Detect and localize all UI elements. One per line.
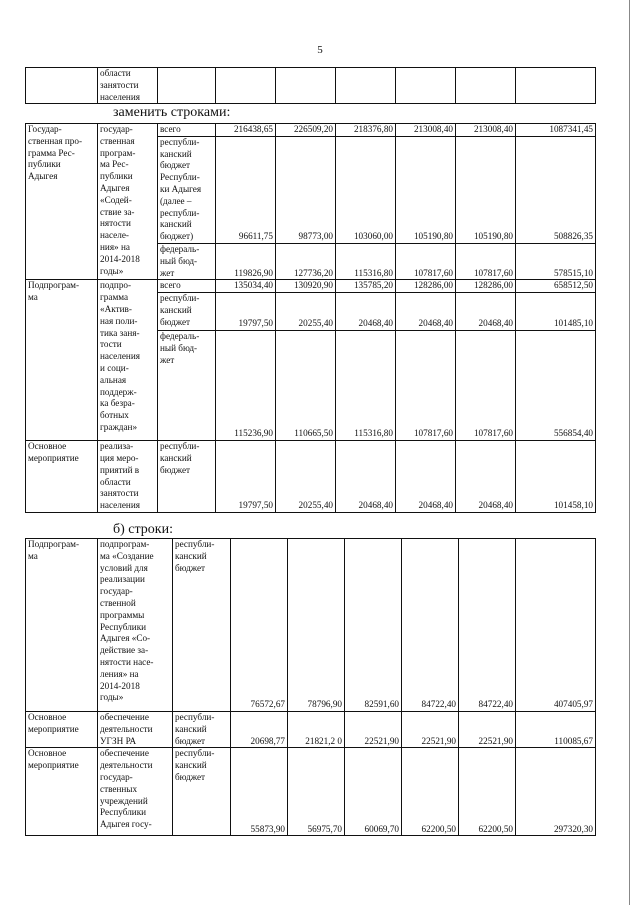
value-cell: 658512,50 xyxy=(516,280,596,293)
value-cell: 82591,60 xyxy=(345,539,402,712)
value-cell: 22521,90 xyxy=(345,712,402,748)
program-type-cell: Подпрограм- ма xyxy=(26,539,98,712)
value-cell: 22521,90 xyxy=(402,712,459,748)
funding-source-cell: республи- канский бюджет xyxy=(173,748,231,836)
program-name-cell: обеспечение деятельности УГЗН РА xyxy=(98,712,173,748)
table-row xyxy=(26,712,596,748)
program-name-cell: реализа- ция меро- приятий в области занятости населения xyxy=(98,441,158,513)
table-row xyxy=(26,748,596,836)
empty-cell xyxy=(26,68,98,104)
value-cell: 115316,80 xyxy=(336,243,396,279)
empty-cell xyxy=(158,68,216,104)
value-cell: 103060,00 xyxy=(336,136,396,243)
value-cell: 226509,20 xyxy=(276,124,336,137)
rows-heading: б) строки: xyxy=(113,522,173,537)
empty-cell xyxy=(396,68,456,104)
value-cell: 107817,60 xyxy=(456,243,516,279)
value-cell: 297320,30 xyxy=(516,748,596,836)
value-cell: 110665,50 xyxy=(276,331,336,441)
replace-heading: заменить строками: xyxy=(113,105,231,120)
value-cell: 20468,40 xyxy=(336,293,396,331)
value-cell: 213008,40 xyxy=(456,124,516,137)
value-cell: 130920,90 xyxy=(276,280,336,293)
value-cell: 135034,40 xyxy=(216,280,276,293)
replacement-table xyxy=(25,123,596,513)
empty-cell xyxy=(216,68,276,104)
value-cell: 508826,35 xyxy=(516,136,596,243)
funding-source-cell: республи- канский бюджет xyxy=(158,441,216,513)
program-name-cell: подпро- грамма «Актив- ная поли- тика заня- тости населения и соци- альная поддерж- ка безра- ботных граждан» xyxy=(98,280,158,441)
value-cell: 22521,90 xyxy=(459,712,516,748)
value-cell: 216438,65 xyxy=(216,124,276,137)
funding-source-cell: федераль- ный бюд- жет xyxy=(158,243,216,279)
value-cell: 101485,10 xyxy=(516,293,596,331)
value-cell: 19797,50 xyxy=(216,441,276,513)
program-type-cell: Основное мероприятие xyxy=(26,748,98,836)
value-cell: 20698,77 xyxy=(231,712,288,748)
fragment-name-cell: области занятости населения xyxy=(98,68,158,104)
value-cell: 55873,90 xyxy=(231,748,288,836)
page-number: 5 xyxy=(317,44,323,56)
value-cell: 105190,80 xyxy=(396,136,456,243)
value-cell: 20468,40 xyxy=(456,293,516,331)
value-cell: 20468,40 xyxy=(396,293,456,331)
value-cell: 213008,40 xyxy=(396,124,456,137)
rows-table xyxy=(25,538,596,836)
value-cell: 556854,40 xyxy=(516,331,596,441)
value-cell: 110085,67 xyxy=(516,712,596,748)
value-cell: 62200,50 xyxy=(459,748,516,836)
value-cell: 128286,00 xyxy=(396,280,456,293)
value-cell: 127736,20 xyxy=(276,243,336,279)
value-cell: 20255,40 xyxy=(276,293,336,331)
table-row xyxy=(26,124,596,137)
funding-source-cell: федераль- ный бюд- жет xyxy=(158,331,216,441)
table-row xyxy=(26,441,596,513)
value-cell: 20468,40 xyxy=(456,441,516,513)
program-name-cell: обеспечение деятельности государ- ственных учреждений Республики Адыгея госу- xyxy=(98,748,173,836)
empty-cell xyxy=(516,68,596,104)
value-cell: 115316,80 xyxy=(336,331,396,441)
value-cell: 56975,70 xyxy=(288,748,345,836)
value-cell: 76572,67 xyxy=(231,539,288,712)
value-cell: 21821,2 0 xyxy=(288,712,345,748)
value-cell: 20468,40 xyxy=(336,441,396,513)
funding-source-cell: республи- канский бюджет Республи- ки Адыгея (далее – республи- канский бюджет) xyxy=(158,136,216,243)
table-row xyxy=(26,280,596,293)
value-cell: 20468,40 xyxy=(396,441,456,513)
value-cell: 107817,60 xyxy=(396,331,456,441)
empty-cell xyxy=(336,68,396,104)
value-cell: 218376,80 xyxy=(336,124,396,137)
value-cell: 60069,70 xyxy=(345,748,402,836)
value-cell: 1087341,45 xyxy=(516,124,596,137)
table-row xyxy=(26,539,596,712)
value-cell: 101458,10 xyxy=(516,441,596,513)
program-type-cell: Подпрограм- ма xyxy=(26,280,98,441)
program-name-cell: государ- ственная програм- ма Рес- публики Адыгея «Содей- ствие за- нятости населе- ния» на 2014-2018 годы» xyxy=(98,124,158,280)
program-type-cell: Государ- ственная про- грамма Рес- публики Адыгея xyxy=(26,124,98,280)
value-cell: 407405,97 xyxy=(516,539,596,712)
funding-source-cell: республи- канский бюджет xyxy=(173,539,231,712)
value-cell: 20255,40 xyxy=(276,441,336,513)
funding-source-cell: республи- канский бюджет xyxy=(173,712,231,748)
value-cell: 135785,20 xyxy=(336,280,396,293)
value-cell: 78796,90 xyxy=(288,539,345,712)
program-name-cell: подпрограм- ма «Создание условий для реализации государ- ственной программы Республики Адыгея «Со- действие за- нятости насе- ления» на 2014-2018 годы» xyxy=(98,539,173,712)
scan-edge-line xyxy=(629,0,630,905)
program-type-cell: Основное мероприятие xyxy=(26,441,98,513)
value-cell: 115236,90 xyxy=(216,331,276,441)
value-cell: 578515,10 xyxy=(516,243,596,279)
funding-source-cell: всего xyxy=(158,124,216,137)
empty-cell xyxy=(276,68,336,104)
value-cell: 107817,60 xyxy=(396,243,456,279)
value-cell: 19797,50 xyxy=(216,293,276,331)
value-cell: 84722,40 xyxy=(402,539,459,712)
value-cell: 84722,40 xyxy=(459,539,516,712)
top-fragment-table xyxy=(25,67,596,104)
value-cell: 105190,80 xyxy=(456,136,516,243)
value-cell: 96611,75 xyxy=(216,136,276,243)
program-type-cell: Основное мероприятие xyxy=(26,712,98,748)
empty-cell xyxy=(456,68,516,104)
value-cell: 107817,60 xyxy=(456,331,516,441)
funding-source-cell: республи- канский бюджет xyxy=(158,293,216,331)
value-cell: 119826,90 xyxy=(216,243,276,279)
value-cell: 98773,00 xyxy=(276,136,336,243)
value-cell: 62200,50 xyxy=(402,748,459,836)
funding-source-cell: всего xyxy=(158,280,216,293)
value-cell: 128286,00 xyxy=(456,280,516,293)
